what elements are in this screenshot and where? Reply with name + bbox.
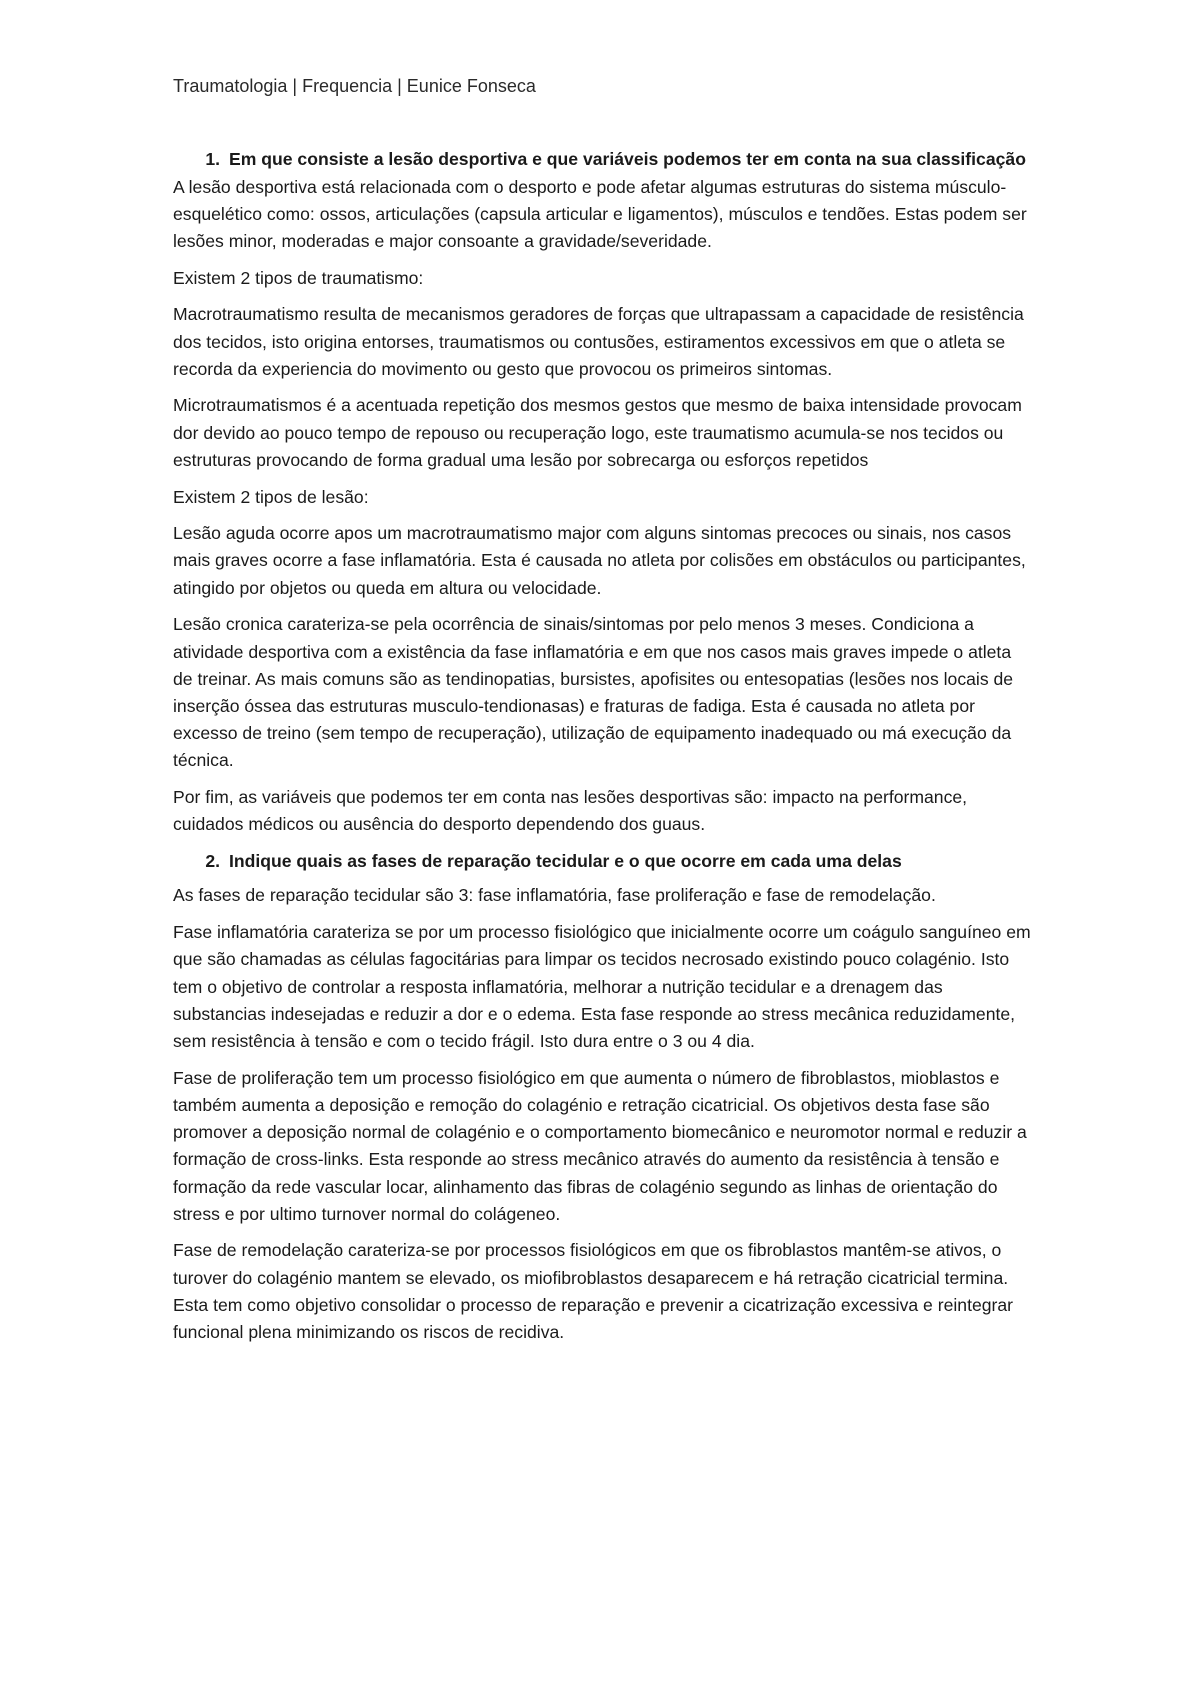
paragraph: As fases de reparação tecidular são 3: fase inflamatória, fase proliferação e fase de remodelação. bbox=[173, 885, 936, 906]
paragraph: Lesão cronica carateriza-se pela ocorrência de sinais/sintomas por pelo menos 3 meses. Condiciona a atividade desportiva com a existência da fase inflamatória e em que nos casos mais graves impede o atleta de treinar. As mais comuns são as tendinopatias, bursistes, apofisites ou entesopatias (lesões nos locais de inserção óssea das estruturas musculo-tendionasas) e fraturas de fadiga. Esta é causada no atleta por excesso de treino (sem tempo de recuperação), utilização de equipamento inadequado ou má execução da técnica. bbox=[173, 614, 1014, 771]
question-title: Indique quais as fases de reparação tecidular e o que ocorre em cada uma delas bbox=[229, 850, 902, 871]
question-title: Em que consiste a lesão desportiva e que variáveis podemos ter em conta na sua classificação bbox=[229, 149, 1026, 169]
paragraph: Fase de remodelação carateriza-se por processos fisiológicos em que os fibroblastos mantêm-se ativos, o turover do colagénio mantem se elevado, os miofibroblastos desaparecem e há retração cicatricial termina. Esta tem como objetivo consolidar o processo de reparação e prevenir a cicatrização excessiva e reintegrar funcional plena minimizando os riscos de recidiva. bbox=[173, 1240, 1014, 1343]
paragraph: Fase de proliferação tem um processo fisiológico em que aumenta o número de fibroblastos, mioblastos e também aumenta a deposição e remoção do colagénio e retração cicatricial. Os objetivos desta fase são promover a deposição normal de colagénio e o comportamento biomecânico e neuromotor normal e reduzir a formação de cross-links. Esta responde ao stress mecânico através do aumento da resistência à tensão e formação da rede vascular locar, alinhamento das fibras de colagénio segundo as linhas de orientação do stress e por ultimo turnover normal do colágeneo. bbox=[173, 1067, 1027, 1224]
question-number: 1. bbox=[205, 149, 220, 169]
question-1 bbox=[173, 146, 1033, 174]
page-header: Traumatologia | Frequencia | Eunice Fonseca bbox=[173, 76, 536, 96]
paragraph: Existem 2 tipos de traumatismo: bbox=[173, 267, 424, 288]
paragraph: Existem 2 tipos de lesão: bbox=[173, 486, 369, 507]
paragraph: Lesão aguda ocorre apos um macrotraumatismo major com alguns sintomas precoces ou sinais, nos casos mais graves ocorre a fase inflamatória. Esta é causada no atleta por colisões em obstáculos ou participantes, atingido por objetos ou queda em altura ou velocidade. bbox=[173, 523, 1026, 598]
question-2 bbox=[173, 848, 1033, 876]
paragraph: Microtraumatismos é a acentuada repetição dos mesmos gestos que mesmo de baixa intensidade provocam dor devido ao pouco tempo de repouso ou recuperação logo, este traumatismo acumula-se nos tecidos ou estruturas provocando de forma gradual uma lesão por sobrecarga ou esforços repetidos bbox=[173, 395, 1022, 470]
question-number: 2. bbox=[205, 850, 220, 871]
document-body bbox=[173, 146, 1033, 1356]
paragraph: Macrotraumatismo resulta de mecanismos geradores de forças que ultrapassam a capacidade de resistência dos tecidos, isto origina entorses, traumatismos ou contusões, estiramentos excessivos em que o atleta se recorda da experiencia do movimento ou gesto que provocou os primeiros sintomas. bbox=[173, 304, 1024, 379]
paragraph: Fase inflamatória carateriza se por um processo fisiológico que inicialmente ocorre um coágulo sanguíneo em que são chamadas as células fagocitárias para limpar os tecidos necrosado existindo pouco colagénio. Isto tem o objetivo de controlar a resposta inflamatória, melhorar a nutrição tecidular e a drenagem das substancias indesejadas e reduzir a dor e o edema. Esta fase responde ao stress mecânica reduzidamente, sem resistência à tensão e com o tecido frágil. Isto dura entre o 3 ou 4 dia. bbox=[173, 922, 1031, 1051]
paragraph: A lesão desportiva está relacionada com o desporto e pode afetar algumas estruturas do sistema músculo-esquelético como: ossos, articulações (capsula articular e ligamentos), músculos e tendões. Estas podem ser lesões minor, moderadas e major consoante a gravidade/severidade. bbox=[173, 176, 1027, 251]
paragraph: Por fim, as variáveis que podemos ter em conta nas lesões desportivas são: impacto na performance, cuidados médicos ou ausência do desporto dependendo dos guaus. bbox=[173, 787, 968, 835]
